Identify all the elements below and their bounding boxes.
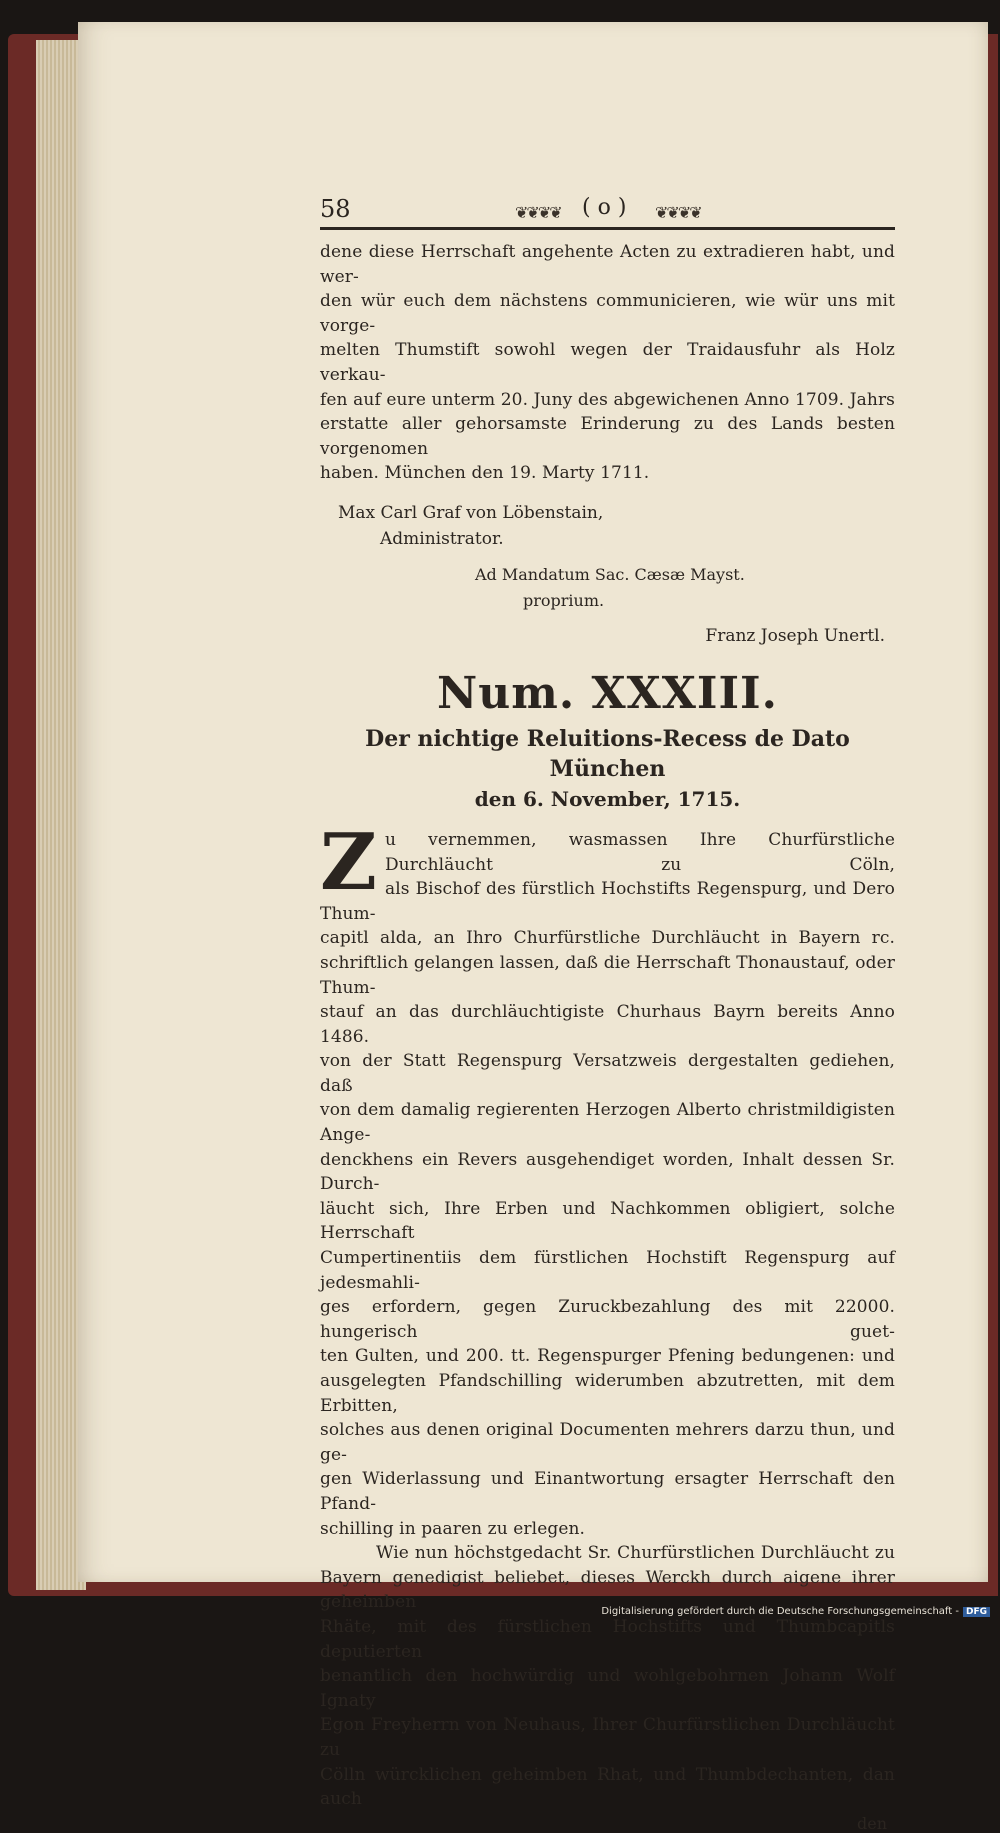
text-line: fen auf eure unterm 20. Juny des abgewichenen Anno 1709. Jahrs [320,389,895,410]
footer-credit [0,1606,990,1617]
text-line: schilling in paaren zu erlegen. [320,1518,586,1539]
text-line: u vernemmen, wasmassen Ihre Churfürstliche Durchläucht zu Cöln, [384,829,895,875]
dfg-logo: DFG [963,1607,990,1617]
text-line: läucht sich, Ihre Erben und Nachkommen obligiert, solche Herrschaft [320,1198,895,1244]
text-line: von dem damalig regierenten Herzogen Alberto christmildigisten Ange- [320,1100,895,1146]
page-text [320,195,895,1833]
text-line: schriftlich gelangen lassen, daß die Herrschaft Thonaustauf, oder Thum- [320,952,895,998]
signature [320,500,895,552]
text-line: Rhäte, mit des fürstlichen Hochstifts und Thumbcapitls deputierten [320,1616,895,1662]
text-line: Bayern genedigist beliebet, dieses Werckh durch aigene ihrer geheimben [320,1567,895,1613]
page-number: 58 [320,195,351,223]
text-line: benantlich den hochwürdig und wohlgebohrnen Johann Wolf Ignaty [320,1666,895,1711]
text-line: solches aus denen original Documenten mehrers darzu thun, und ge- [320,1420,895,1465]
countersignature: Franz Joseph Unertl. [705,625,885,646]
paragraph-1 [320,816,895,1541]
text-line: melten Thumstift sowohl wegen der Traidausfuhr als Holz verkau- [320,340,895,385]
ornament-right-icon: ❦❦❦❦ [655,203,701,222]
text-line: ten Gulten, und 200. tt. Regenspurger Pfening bedungenen: und [320,1346,895,1367]
text-line: ausgelegten Pfandschilling widerumben abzutretten, mit dem Erbitten, [320,1371,895,1416]
text-line [320,1541,895,1566]
text-line: stauf an das durchläuchtigiste Churhaus Bayrn bereits Anno 1486. [320,1002,895,1047]
mandate-line-2: proprium. [523,590,605,610]
mandate-line-1: Ad Mandatum Sac. Cæsæ Mayst. [475,564,745,584]
drop-cap: Z [320,816,377,908]
text-line: dene diese Herrschaft angehente Acten zu extradieren habt, und wer- [320,242,895,287]
header-mark: ( o ) [582,195,627,220]
letter-text [320,240,895,486]
catchword: den [856,1813,887,1833]
signature-name: Max Carl Graf von Löbenstain, [338,502,604,523]
signature-role: Administrator. [380,528,504,549]
text-line: Cölln würcklichen geheimben Rhat, und Thumbdechanten, dan auch [320,1764,895,1810]
paragraph-2 [320,1541,895,1812]
subtitle-line-1: Der nichtige Reluitions-Recess de Dato München [365,725,850,782]
page-header [320,195,895,230]
text-line-content: Wie nun höchstgedacht Sr. Churfürstlichen Durchläucht zu [376,1543,895,1564]
text-line: gen Widerlassung und Einantwortung ersagter Herrschaft den Pfand- [320,1469,895,1514]
text-line: als Bischof des fürstlich Hochstifts Regenspurg, und Dero Thum- [320,879,895,924]
text-line: haben. München den 19. Marty 1711. [320,463,650,484]
text-line: erstatte aller gehorsamste Erinderung zu des Lands besten vorgenomen [320,414,895,459]
text-line: ges erfordern, gegen Zuruckbezahlung des mit 22000. hungerisch guet- [320,1297,895,1342]
subtitle-line-2: den 6. November, 1715. [474,786,741,811]
text-line: Cumpertinentiis dem fürstlichen Hochstift Regenspurg auf jedesmahli- [320,1248,895,1293]
text-line: von der Statt Regenspurg Versatzweis dergestalten gediehen, daß [320,1051,895,1096]
paragraph-1-text [320,816,895,1541]
text-line: den wür euch dem nächstens communicieren, wie wür uns mit vorge- [320,291,895,336]
text-line: Egon Freyherrn von Neuhaus, Ihrer Churfürstlichen Durchläucht zu [320,1715,895,1760]
text-line: denckhens ein Revers ausgehendiget worden, Inhalt dessen Sr. Durch- [320,1149,895,1195]
text-line: capitl alda, an Ihro Churfürstliche Durchläucht in Bayern rc. [320,928,895,949]
document-number: Num. XXXIII. [437,667,778,719]
document-subtitle [320,724,895,814]
footer-credit-text: Digitalisierung gefördert durch die Deutsche Forschungsgemeinschaft - [601,1606,959,1617]
ornament-left-icon: ❦❦❦❦ [515,203,561,222]
mandate [475,562,895,614]
